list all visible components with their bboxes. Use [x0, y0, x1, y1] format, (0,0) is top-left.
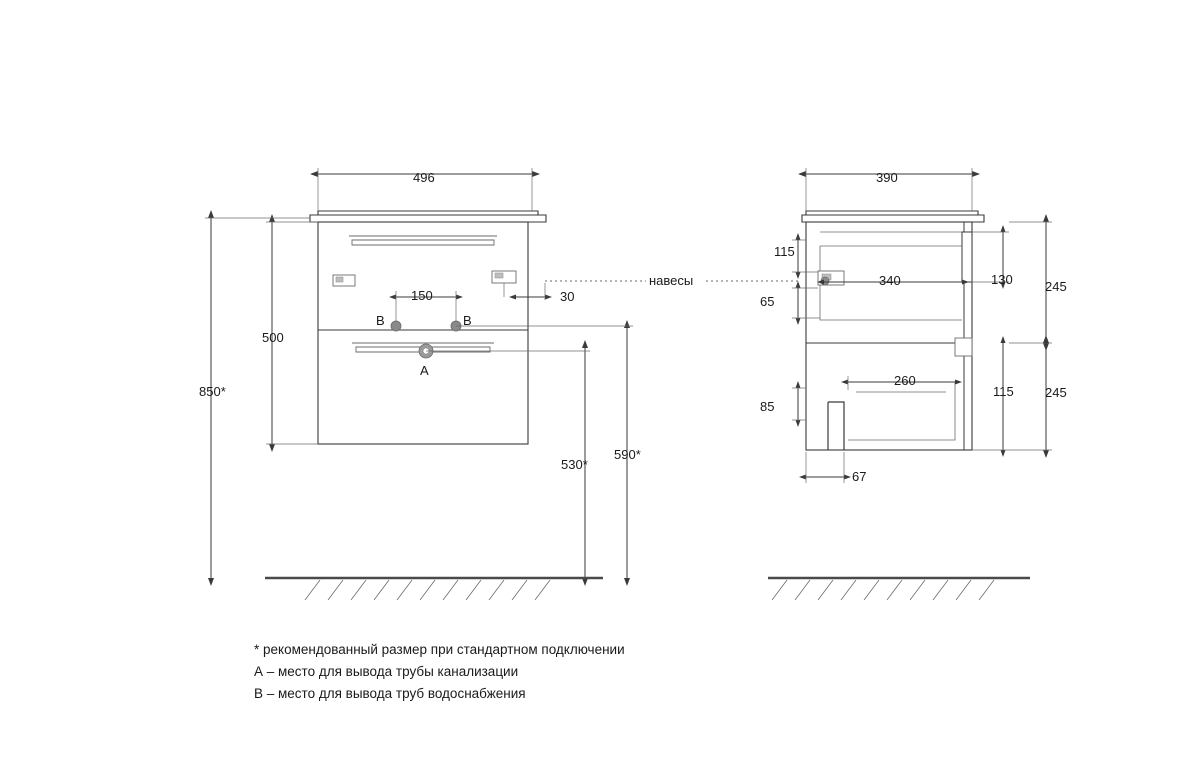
- label-point-a: A: [420, 363, 429, 378]
- dim-front-drain-height: 530*: [561, 457, 588, 472]
- dim-side-hanger-top: 115: [774, 244, 795, 259]
- dim-side-upper-inner: 340: [879, 273, 901, 288]
- dim-side-upper-section: 245: [1045, 279, 1067, 294]
- dim-front-water-spacing: 150: [411, 288, 433, 303]
- dim-side-lower-inner: 260: [894, 373, 916, 388]
- dim-side-front-offset: 67: [852, 469, 867, 484]
- dim-side-lower-block: 115: [993, 384, 1014, 399]
- note-point-a: А – место для вывода трубы канализации: [254, 664, 519, 679]
- dim-side-depth: 390: [876, 170, 898, 185]
- dim-side-lower-section: 245: [1045, 385, 1067, 400]
- dim-side-upper-block: 130: [991, 272, 1013, 287]
- label-point-b-right: B: [463, 313, 472, 328]
- dim-front-water-height: 590*: [614, 447, 641, 462]
- dim-front-width: 496: [413, 170, 435, 185]
- note-point-b: В – место для вывода труб водоснабжения: [254, 686, 526, 701]
- dim-side-hanger-offset: 65: [760, 294, 775, 309]
- dim-front-total-height: 850*: [199, 384, 226, 399]
- label-point-b-left: B: [376, 313, 385, 328]
- dim-front-right-offset: 30: [560, 289, 575, 304]
- dim-side-drain-offset: 85: [760, 399, 775, 414]
- front-view-group: [205, 168, 800, 600]
- note-recommended-size: * рекомендованный размер при стандартном подключении: [254, 642, 625, 657]
- label-hangers: навесы: [649, 273, 694, 288]
- dim-front-cabinet-height: 500: [262, 330, 284, 345]
